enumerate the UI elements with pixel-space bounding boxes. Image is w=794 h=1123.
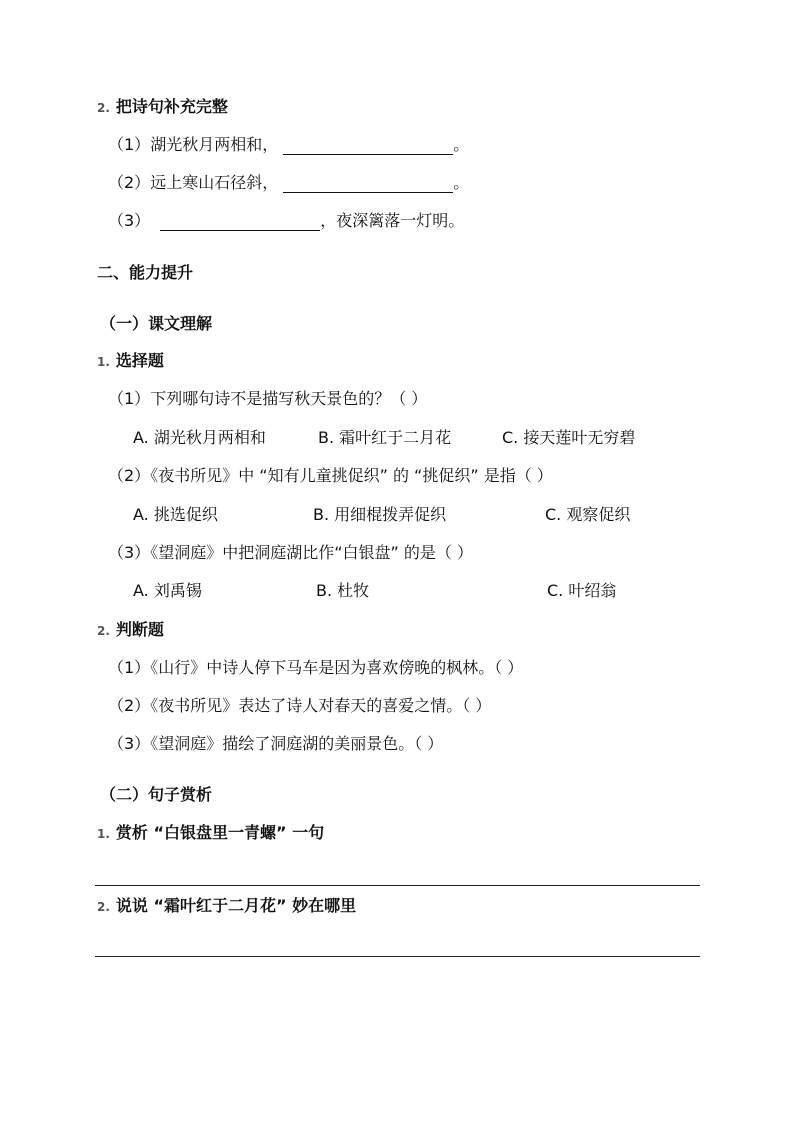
option-c[interactable]: C. 叶绍翁 xyxy=(547,581,617,600)
question-text: 《望洞庭》中把洞庭湖比作“白银盘” 的是（ ） xyxy=(150,543,473,562)
item-label: （3） xyxy=(108,734,151,753)
question-title: 判断题 xyxy=(115,620,164,639)
item-label: （3） xyxy=(108,543,151,562)
option-b[interactable]: B. 杜牧 xyxy=(316,581,370,600)
mc-question xyxy=(108,543,473,563)
option-c[interactable]: C. 观察促织 xyxy=(545,505,631,524)
question-text: 《望洞庭》描绘了洞庭湖的美丽景色。（ ） xyxy=(150,734,444,753)
answer-blank[interactable] xyxy=(283,174,453,193)
question-heading xyxy=(97,620,164,641)
question-number: 1. xyxy=(97,355,110,369)
item-end: 。 xyxy=(453,135,470,154)
question-title: 说说 “霜叶红于二月花” 妙在哪里 xyxy=(115,896,357,915)
question-title: 把诗句补充完整 xyxy=(115,97,228,116)
tf-question xyxy=(108,658,523,678)
item-label: （2） xyxy=(108,466,151,485)
question-text: 下列哪句诗不是描写秋天景色的？（ ） xyxy=(150,389,428,408)
question-text: 《夜书所见》表达了诗人对春天的喜爱之情。（ ） xyxy=(150,696,492,715)
option-a[interactable]: A. 挑选促织 xyxy=(133,505,218,524)
option-a[interactable]: A. 刘禹锡 xyxy=(133,581,202,600)
tf-question xyxy=(108,734,443,754)
option-b[interactable]: B. 霜叶红于二月花 xyxy=(318,428,452,447)
mc-question xyxy=(108,466,553,486)
fill-item xyxy=(108,173,469,193)
subsection-title: （一）课文理解 xyxy=(100,314,213,333)
item-text: 湖光秋月两相和， xyxy=(150,135,279,154)
item-label: （1） xyxy=(108,389,151,408)
question-heading xyxy=(97,351,164,372)
item-label: （2） xyxy=(108,696,151,715)
fill-item xyxy=(108,135,469,155)
question-heading xyxy=(97,97,228,118)
item-text: 远上寒山石径斜， xyxy=(150,173,279,192)
item-label: （3） xyxy=(108,211,151,230)
item-label: （1） xyxy=(108,658,151,677)
answer-line[interactable] xyxy=(95,956,700,957)
item-text: ，夜深篱落一灯明。 xyxy=(320,211,465,230)
option-c[interactable]: C. 接天莲叶无穷碧 xyxy=(502,428,636,447)
answer-line[interactable] xyxy=(95,885,700,886)
question-text: 《山行》中诗人停下马车是因为喜欢傍晚的枫林。（ ） xyxy=(150,658,524,677)
question-number: 2. xyxy=(97,101,110,115)
question-title: 赏析 “白银盘里一青螺” 一句 xyxy=(115,823,325,842)
question-heading xyxy=(97,823,324,844)
item-label: （1） xyxy=(108,135,151,154)
fill-item xyxy=(108,211,464,231)
answer-blank[interactable] xyxy=(283,136,453,155)
question-number: 2. xyxy=(97,624,110,638)
question-text: 《夜书所见》中 “知有儿童挑促织” 的 “挑促织” 是指（ ） xyxy=(150,466,553,485)
item-end: 。 xyxy=(453,173,470,192)
section-title: 二、能力提升 xyxy=(97,263,194,282)
answer-blank[interactable] xyxy=(160,212,320,231)
option-a[interactable]: A. 湖光秋月两相和 xyxy=(133,428,266,447)
question-number: 2. xyxy=(97,900,110,914)
option-b[interactable]: B. 用细棍拨弄促织 xyxy=(313,505,447,524)
item-label: （2） xyxy=(108,173,151,192)
question-heading xyxy=(97,896,356,917)
tf-question xyxy=(108,696,491,716)
subsection-title: （二）句子赏析 xyxy=(100,785,213,804)
question-number: 1. xyxy=(97,827,110,841)
question-title: 选择题 xyxy=(115,351,164,370)
mc-question xyxy=(108,389,427,409)
